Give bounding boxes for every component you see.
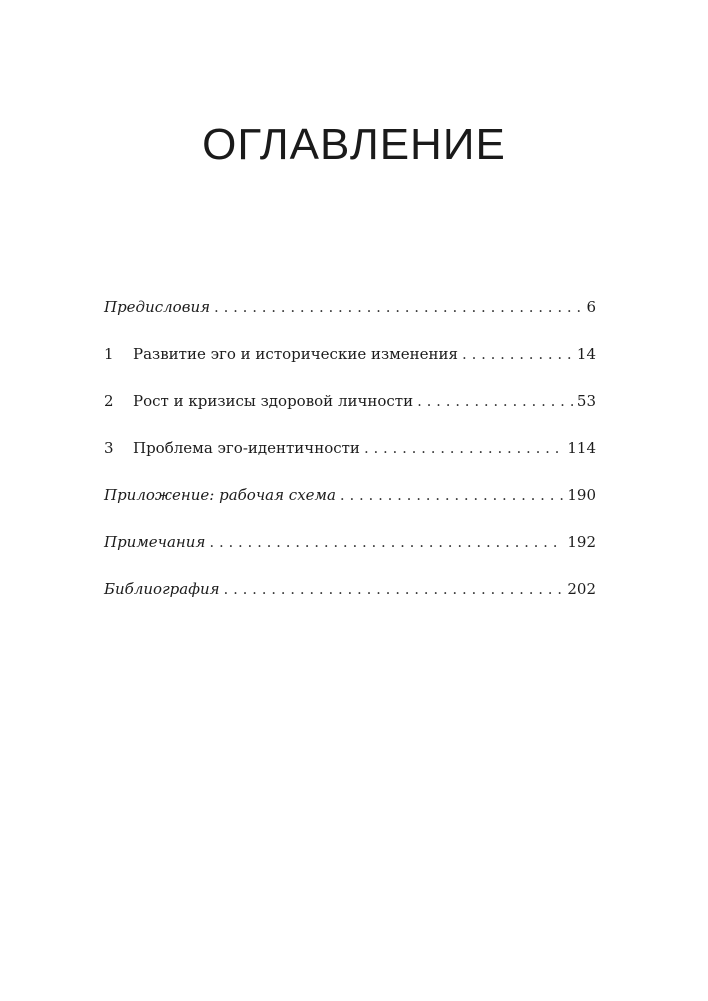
toc-entry-label: Развитие эго и исторические изменения: [133, 345, 459, 363]
toc-entry-page: 192: [567, 533, 596, 551]
dot-leader: [224, 579, 564, 599]
toc-entry-appendix: [104, 485, 596, 532]
dot-leader: [417, 391, 573, 411]
toc-entry-label: Примечания: [104, 533, 206, 551]
toc-entry-number: 2: [104, 392, 114, 410]
page-title: ОГЛАВЛЕНИЕ: [202, 120, 506, 169]
dot-leader: [364, 438, 563, 458]
toc-entry-number: 3: [104, 439, 114, 457]
toc-entry-chapter-2: [104, 391, 596, 438]
toc-entry-page: 190: [567, 486, 596, 504]
dot-leader: [209, 532, 563, 552]
toc-entry-chapter-3: [104, 438, 596, 485]
toc-entry-number: 1: [104, 345, 114, 363]
toc-entry-bibliography: [104, 579, 596, 626]
toc-entry-label: Рост и кризисы здоровой личности: [133, 392, 414, 410]
dot-leader: [340, 485, 563, 505]
toc-entry-page: 53: [576, 392, 596, 410]
toc-entry-page: 14: [576, 345, 596, 363]
toc-entry-label: Приложение: рабочая схема: [104, 486, 336, 504]
toc-entry-label: Проблема эго-идентичности: [133, 439, 360, 457]
toc-entry-chapter-1: [104, 344, 596, 391]
table-of-contents: [104, 297, 596, 626]
toc-entry-prefaces: [104, 297, 596, 344]
toc-entry-label: Библиография: [104, 580, 220, 598]
toc-entry-page: 114: [567, 439, 596, 457]
dot-leader: [214, 297, 582, 317]
dot-leader: [462, 344, 573, 364]
toc-entry-label: Предисловия: [104, 298, 211, 316]
toc-entry-page: 202: [567, 580, 596, 598]
toc-entry-notes: [104, 532, 596, 579]
toc-entry-page: 6: [586, 298, 596, 316]
